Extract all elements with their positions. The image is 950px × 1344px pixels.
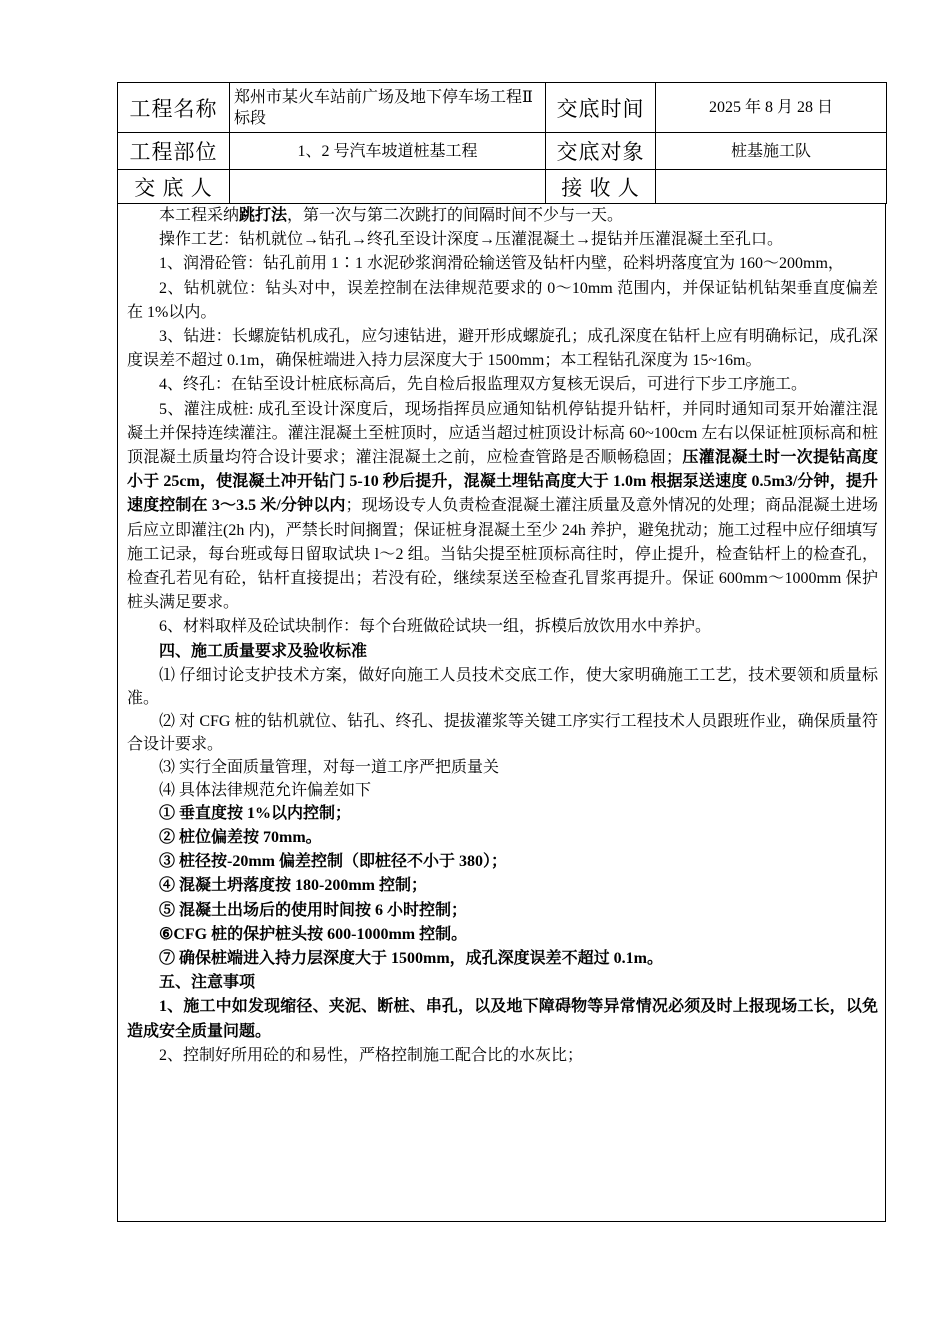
method-text-tail: ，第一次与第二次跳打的间隔时间不少与一天。 — [287, 207, 624, 224]
discloser-value — [230, 170, 546, 204]
project-name-label: 工程名称 — [118, 83, 230, 133]
tolerance-item-3: ③ 桩径按-20mm 偏差控制（即桩径不小于 380）； — [159, 853, 507, 871]
discloser-label: 交 底 人 — [118, 170, 230, 204]
handover-time-value: 2025 年 8 月 28 日 — [656, 83, 887, 133]
paragraph-step-2: 2、钻机就位：钻头对中，误差控制在法律规范要求的 0～10mm 范围内，并保证钻机钻架垂直度偏差在 1%以内。 — [127, 279, 878, 321]
project-part-value: 1、2 号汽车坡道桩基工程 — [230, 133, 546, 170]
section-heading-quality: 四、施工质量要求及验收标准 — [159, 642, 368, 660]
header-table — [117, 82, 887, 204]
quality-item-2: ⑵ 对 CFG 桩的钻机就位、钻孔、终孔、提拔灌浆等关键工序实行工程技术人员跟班作业，确保质量符合设计要求。 — [127, 712, 878, 753]
receiver-label: 接 收 人 — [546, 170, 656, 204]
handover-time-label: 交底时间 — [546, 83, 656, 133]
handover-sheet — [117, 82, 886, 1222]
tolerance-item-7: ⑦ 确保桩端进入持力层深度大于 1500mm，成孔深度误差不超过 0.1m。 — [159, 950, 663, 968]
paragraph-process: 操作工艺：钻机就位→钻孔→终孔至设计深度→压灌混凝土→提钻并压灌混凝土至孔口。 — [159, 231, 784, 249]
method-text: 本工程采纳 — [159, 207, 240, 224]
tolerance-item-6: ⑥CFG 桩的保护桩头按 600-1000mm 控制。 — [159, 925, 468, 943]
step-5-text: 5、灌注成桩: 成孔至设计深度后，现场指挥员应通知钻机停钻提升钻杆，并同时通知司泵开始灌注混凝土并保持连续灌注。灌注混凝土至桩顶时，应适当超过桩顶设计标高 60~100cm 左右以保证桩顶标高和桩顶混凝土质量均符合设计要求；灌注混凝土之前，应检查管路是否顺畅稳固； — [127, 400, 878, 467]
paragraph-step-6: 6、材料取样及砼试块制作：每个台班做砼试块一组，拆模后放饮用水中养护。 — [159, 618, 712, 636]
paragraph-step-5 — [127, 398, 878, 616]
paragraph-step-3: 3、钻进：长螺旋钻机成孔，应匀速钻进，避开形成螺旋孔；成孔深度在钻杆上应有明确标记，成孔深度误差不超过 0.1m，确保桩端进入持力层深度大于 1500mm；本工程钻孔深度为 15~16m。 — [127, 328, 878, 370]
paragraph-step-4: 4、终孔：在钻至设计桩底标高后，先自检后报监理双方复核无误后，可进行下步工序施工。 — [159, 376, 808, 394]
section-heading-notes: 五、注意事项 — [159, 974, 256, 992]
quality-item-3: ⑶ 实行全面质量管理，对每一道工序严把质量关 — [159, 758, 500, 776]
note-item-1: 1、施工中如发现缩径、夹泥、断桩、串孔，以及地下障碍物等异常情况必须及时上报现场工长，以免造成安全质量问题。 — [127, 998, 878, 1040]
tolerance-item-4: ④ 混凝土坍落度按 180-200mm 控制； — [159, 877, 427, 895]
step-5-emphasis: 压灌混凝土时一次提钻高度小于 25cm，使混凝土冲开钻门 5-10 秒后提升，混凝土埋钻高度大于 1.0m 根据泵送速度 0.5m3/分钟，提升速度控制在 3～3.5 米/分钟以内 — [127, 449, 878, 515]
tolerance-item-2: ② 桩位偏差按 70mm。 — [159, 829, 322, 847]
handover-content — [117, 204, 886, 1222]
paragraph-method — [127, 204, 878, 228]
project-part-label: 工程部位 — [118, 133, 230, 170]
handover-target-value: 桩基施工队 — [656, 133, 887, 170]
handover-target-label: 交底对象 — [546, 133, 656, 170]
tolerance-item-5: ⑤ 混凝土出场后的使用时间按 6 小时控制； — [159, 901, 468, 919]
tolerance-item-1: ① 垂直度按 1%以内控制； — [159, 804, 352, 822]
quality-item-1: ⑴ 仔细讨论支护技术方案，做好向施工人员技术交底工作，使大家明确施工工艺，技术要领和质量标准。 — [127, 666, 878, 707]
receiver-value — [656, 170, 887, 204]
method-emphasis: 跳打法 — [239, 207, 288, 224]
note-item-2: 2、控制好所用砼的和易性，严格控制施工配合比的水灰比； — [159, 1046, 584, 1064]
quality-item-4: ⑷ 具体法律规范允许偏差如下 — [159, 781, 372, 799]
step-5-text-tail: ；现场设专人负责检查混凝土灌注质量及意外情况的处理；商品混凝土进场后应立即灌注(2h 内)，严禁长时间搁置；保证桩身混凝土至少 24h 养护，避兔扰动；施工过程中应仔细填写施工记录，每台班或每日留取试块 l～2 组。当钻尖提至桩顶标高往时，停止提升，检查钻杆上的检查孔，检查孔若见有砼，钻杆直接提出；若没有砼，继续泵送至检查孔冒浆再提升。保证 600mm～1000mm 保护桩头满足要求。 — [127, 497, 878, 612]
project-name-value: 郑州市某火车站前广场及地下停车场工程Ⅱ标段 — [230, 83, 546, 133]
paragraph-step-1: 1、润滑砼管：钻孔前用 1∶1 水泥砂浆润滑砼输送管及钻杆内壁，砼料坍落度宜为 160～200mm， — [159, 255, 844, 273]
